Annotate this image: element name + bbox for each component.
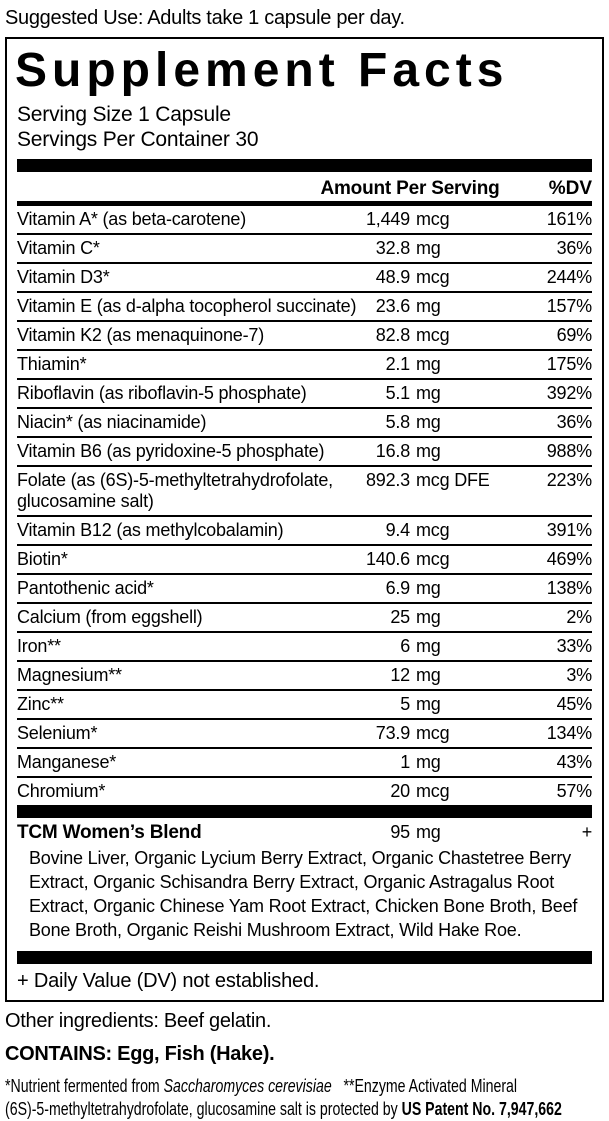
footnote-segment: (6S)-5-methyltetrahydrofolate, glucosamine salt is protected by	[5, 1099, 402, 1119]
nutrient-row	[17, 349, 592, 378]
nutrient-name: Vitamin C*	[17, 238, 100, 258]
nutrient-amount-unit: mcg	[416, 325, 450, 345]
nutrient-name: Biotin*	[17, 549, 68, 569]
nutrient-row	[17, 407, 592, 436]
nutrient-row	[17, 776, 592, 805]
nutrient-amount-unit: mg	[416, 752, 441, 772]
nutrient-amount-unit: mcg	[416, 520, 450, 540]
nutrient-amount-number: 23.6	[375, 296, 410, 316]
nutrient-amount-number: 6	[400, 636, 410, 656]
nutrient-amount-number: 2.1	[385, 354, 410, 374]
blend-name: TCM Women’s Blend	[17, 822, 202, 843]
nutrient-row	[17, 436, 592, 465]
nutrient-dv-percent: 43%	[556, 752, 592, 772]
suggested-use-text: Suggested Use: Adults take 1 capsule per day.	[5, 7, 405, 29]
nutrient-amount-unit: mg	[416, 636, 441, 656]
nutrient-row	[17, 689, 592, 718]
nutrient-name: Vitamin B12 (as methylcobalamin)	[17, 520, 284, 540]
nutrient-row	[17, 233, 592, 262]
nutrient-name: Manganese*	[17, 752, 117, 772]
nutrient-name: Vitamin K2 (as menaquinone-7)	[17, 325, 265, 345]
serving-size-text: Serving Size 1 Capsule	[17, 103, 231, 126]
nutrient-row	[17, 515, 592, 544]
nutrient-dv-percent: 33%	[556, 636, 592, 656]
nutrient-amount-unit: mg	[416, 578, 441, 598]
nutrient-amount-number: 12	[390, 665, 410, 685]
nutrient-amount-unit: mcg	[416, 209, 450, 229]
nutrient-name: Pantothenic acid*	[17, 578, 154, 598]
nutrient-name: Niacin* (as niacinamide)	[17, 412, 207, 432]
nutrient-name: Zinc**	[17, 694, 64, 714]
nutrient-dv-percent: 57%	[556, 781, 592, 801]
nutrient-amount-number: 140.6	[365, 549, 410, 569]
table-header-row	[17, 172, 592, 206]
nutrient-row	[17, 291, 592, 320]
nutrient-name: Vitamin A* (as beta-carotene)	[17, 209, 246, 229]
nutrient-dv-percent: 36%	[556, 412, 592, 432]
nutrient-dv-percent: 45%	[556, 694, 592, 714]
footnote-segment: Saccharomyces cerevisiae	[163, 1076, 332, 1096]
nutrient-dv-percent: 244%	[546, 267, 592, 287]
nutrient-amount-number: 20	[390, 781, 410, 801]
footnote-segment: **Enzyme Activated Mineral	[331, 1076, 518, 1096]
panel-title: Supplement Facts	[15, 44, 509, 97]
daily-value-note: + Daily Value (DV) not established.	[17, 970, 320, 992]
nutrient-amount-unit: mg	[416, 607, 441, 627]
nutrient-amount-unit: mcg	[416, 267, 450, 287]
nutrient-dv-percent: 157%	[546, 296, 592, 316]
nutrient-row	[17, 747, 592, 776]
nutrient-amount-number: 6.9	[385, 578, 410, 598]
nutrient-row	[17, 378, 592, 407]
divider-bar-bottom	[17, 951, 592, 964]
nutrient-amount-unit: mg	[416, 296, 441, 316]
nutrient-dv-percent: 392%	[546, 383, 592, 403]
blend-row	[17, 818, 592, 845]
divider-bar-blend	[17, 805, 592, 818]
nutrient-amount-number: 5.8	[385, 412, 410, 432]
nutrient-amount-unit: mcg	[416, 549, 450, 569]
nutrient-dv-percent: 988%	[546, 441, 592, 461]
nutrient-row	[17, 660, 592, 689]
nutrient-name: Selenium*	[17, 723, 98, 743]
nutrient-name: Riboflavin (as riboflavin-5 phosphate)	[17, 383, 307, 403]
blend-amount-unit: mg	[416, 822, 441, 842]
nutrient-amount-unit: mcg	[416, 723, 450, 743]
nutrient-row	[17, 718, 592, 747]
nutrient-dv-percent: 134%	[546, 723, 592, 743]
nutrient-row	[17, 206, 592, 233]
nutrient-name: Chromium*	[17, 781, 106, 801]
nutrient-name: Calcium (from eggshell)	[17, 607, 203, 627]
nutrient-amount-unit: mg	[416, 441, 441, 461]
nutrient-dv-percent: 161%	[546, 209, 592, 229]
nutrient-row	[17, 262, 592, 291]
nutrient-dv-percent: 69%	[556, 325, 592, 345]
nutrient-name: Magnesium**	[17, 665, 122, 685]
nutrient-row	[17, 544, 592, 573]
nutrient-amount-unit: mg	[416, 383, 441, 403]
blend-ingredients-text: Bovine Liver, Organic Lycium Berry Extract, Organic Chastetree Berry Extract, Organic Schisandra Berry Extract, Organic Astragalus Root Extract, Organic Chinese Yam Root Extract, Chicken Bone Broth, Beef Bone Broth, Organic Reishi Mushroom Extract, Wild Hake Roe.	[29, 848, 578, 940]
nutrient-name: Folate (as (6S)-5-methyltetrahydrofolate, glucosamine salt)	[17, 470, 333, 511]
nutrient-name: Vitamin B6 (as pyridoxine-5 phosphate)	[17, 441, 325, 461]
nutrient-amount-unit: mcg DFE	[416, 470, 490, 490]
nutrient-dv-percent: 391%	[546, 520, 592, 540]
nutrient-dv-percent: 3%	[566, 665, 592, 685]
nutrient-amount-number: 1,449	[365, 209, 410, 229]
nutrient-row	[17, 465, 592, 515]
nutrient-name: Thiamin*	[17, 354, 87, 374]
footnote-segment: US Patent No. 7,947,662	[401, 1099, 562, 1119]
nutrient-dv-percent: 36%	[556, 238, 592, 258]
nutrient-name: Vitamin E (as d-alpha tocopherol succinate)	[17, 296, 357, 316]
nutrient-amount-unit: mg	[416, 412, 441, 432]
servings-per-container-text: Servings Per Container 30	[17, 128, 259, 151]
nutrient-amount-number: 892.3	[365, 470, 410, 490]
nutrient-table	[17, 206, 592, 805]
divider-bar-top	[17, 159, 592, 172]
nutrient-amount-number: 1	[400, 752, 410, 772]
nutrient-row	[17, 602, 592, 631]
nutrient-row	[17, 320, 592, 349]
nutrient-amount-number: 73.9	[375, 723, 410, 743]
footnote-segment: *Nutrient fermented from	[5, 1076, 164, 1096]
nutrient-name: Iron**	[17, 636, 61, 656]
nutrient-amount-unit: mg	[416, 238, 441, 258]
nutrient-row	[17, 631, 592, 660]
nutrient-amount-unit: mg	[416, 665, 441, 685]
nutrient-amount-unit: mg	[416, 694, 441, 714]
nutrient-dv-percent: 2%	[566, 607, 592, 627]
nutrient-amount-number: 5	[400, 694, 410, 714]
nutrient-amount-number: 32.8	[375, 238, 410, 258]
nutrient-amount-number: 48.9	[375, 267, 410, 287]
nutrient-dv-percent: 223%	[546, 470, 592, 490]
nutrient-dv-percent: 175%	[546, 354, 592, 374]
blend-dv-symbol: +	[581, 822, 592, 842]
footnote-text	[5, 1075, 609, 1121]
nutrient-amount-number: 25	[390, 607, 410, 627]
nutrient-amount-unit: mg	[416, 354, 441, 374]
nutrient-amount-number: 16.8	[375, 441, 410, 461]
nutrient-name: Vitamin D3*	[17, 267, 110, 287]
column-header-amount-per-serving: Amount Per Serving	[320, 178, 500, 199]
contains-statement: CONTAINS: Egg, Fish (Hake).	[5, 1043, 275, 1065]
nutrient-row	[17, 573, 592, 602]
supplement-facts-panel	[5, 37, 604, 1002]
column-header-percent-dv: %DV	[548, 178, 592, 199]
other-ingredients-text: Other ingredients: Beef gelatin.	[5, 1010, 272, 1032]
nutrient-amount-number: 9.4	[385, 520, 410, 540]
nutrient-amount-number: 82.8	[375, 325, 410, 345]
nutrient-amount-number: 5.1	[385, 383, 410, 403]
nutrient-dv-percent: 469%	[546, 549, 592, 569]
nutrient-dv-percent: 138%	[546, 578, 592, 598]
blend-amount-number: 95	[390, 822, 410, 842]
nutrient-amount-unit: mcg	[416, 781, 450, 801]
